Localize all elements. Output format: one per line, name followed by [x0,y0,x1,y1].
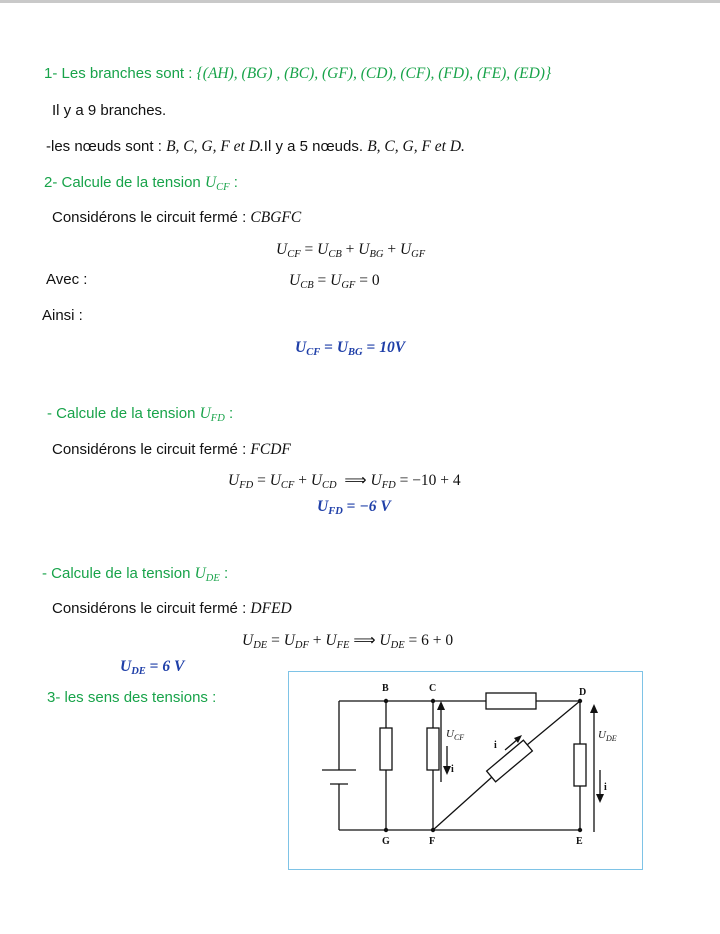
junction-e [578,828,582,832]
q1-nodes-math-1: B, C, G, F et D. [166,138,264,155]
node-label-e: E [576,836,583,847]
q2-circuit-line [52,209,301,227]
node-label-d: D [579,687,587,698]
node-label-c: C [429,683,437,694]
qde-result: $U_{DE} = 6$ V [120,658,185,677]
qfd-circuit-name: FCDF [250,441,291,458]
label-ude: $U_{DE}$ [598,729,617,743]
qde-circuit-name: DFED [250,600,292,617]
arrow-ude-head [590,704,598,713]
junction-b [384,699,388,703]
q2-heading: 2- Calcule de la tension [44,174,201,191]
arrow-i-fd-line [505,739,518,750]
label-ucf: $U_{CF}$ [446,728,465,742]
q1-nodes-middle: Il y a 5 nœuds. [263,138,364,155]
qfd-circuit-label: Considérons le circuit fermé : [52,441,247,458]
qfd-heading-line: - Calcule de la tension $U_{FD}$ : [47,405,234,424]
circuit-figure-frame [288,671,643,870]
top-border [0,0,720,3]
qfd-result-value: −6 V [359,498,391,515]
wire-fd-upper [527,701,580,745]
q2-equation: $U_{CF} = U_{CB} + U_{BG} + U_{GF}$ [276,241,426,260]
q3-heading: 3- les sens des tensions : [47,689,217,706]
q2-ainsi: Ainsi : [42,307,83,324]
qfd-result: $U_{FD} = -6$ V [317,498,391,517]
qfd-numeric: −10 + 4 [412,472,461,489]
q2-zero-equation: $U_{CB} = U_{GF} = 0$ [289,272,380,291]
node-label-f: F [429,836,436,847]
qde-heading-line: - Calcule de la tension $U_{DE}$ : [42,565,229,584]
qde-numeric: 6 + 0 [421,632,454,649]
arrow-i-cf-head [443,766,451,775]
q1-nodes-math-2: B, C, G, F et D. [367,138,465,155]
resistor-cd [486,693,536,709]
label-i-fd: i [494,740,497,751]
node-label-g: G [382,836,390,847]
q1-heading: 1- Les branches sont : [44,65,193,82]
q1-nodes-prefix: -les nœuds sont : [46,138,162,155]
label-i-cf: i [451,764,454,775]
junction-f [431,828,435,832]
node-label-b: B [382,683,389,694]
q2-heading-line: 2- Calcule de la tension $U_{CF}$ : [44,174,238,193]
q1-heading-line [44,65,551,83]
wire-fd-lower [433,777,492,830]
q2-avec: Avec : [46,271,88,288]
q2-circuit-name: CBGFC [250,209,302,226]
qde-equation: $U_{DE} = U_{DF} + U_{FE}$ ⟹ $U_{DE} = 6 + 0$ [242,632,454,651]
qfd-equation: $U_{FD} = U_{CF} + U_{CD}$ ⟹ $U_{FD} = -10 + 4$ [228,472,461,491]
qde-heading: - Calcule de la tension [42,565,191,582]
resistor-cf [427,728,439,770]
circuit-diagram [289,672,641,868]
qde-result-value: 6 V [162,658,185,675]
qde-circuit-line [52,600,292,618]
q2-result-value: 10V [379,339,406,356]
q1-branch-count: Il y a 9 branches. [52,102,167,119]
q2-circuit-label: Considérons le circuit fermé : [52,209,247,226]
qde-circuit-label: Considérons le circuit fermé : [52,600,247,617]
q1-nodes-line [46,138,465,156]
junction-c [431,699,435,703]
q2-zero: 0 [371,272,380,289]
resistor-bg [380,728,392,770]
q1-branch-list: {(AH), (BG) , (BC), (GF), (CD), (CF), (FD), (FE), (ED)} [196,65,552,82]
resistor-de [574,744,586,786]
junction-g [384,828,388,832]
junction-d [578,699,582,703]
qfd-circuit-line [52,441,291,459]
label-i-de: i [604,782,607,793]
arrow-ucf-head [437,701,445,710]
q2-result: $U_{CF} = U_{BG} = 10V$ [295,339,406,358]
qfd-heading: - Calcule de la tension [47,405,196,422]
arrow-i-de-head [596,794,604,803]
